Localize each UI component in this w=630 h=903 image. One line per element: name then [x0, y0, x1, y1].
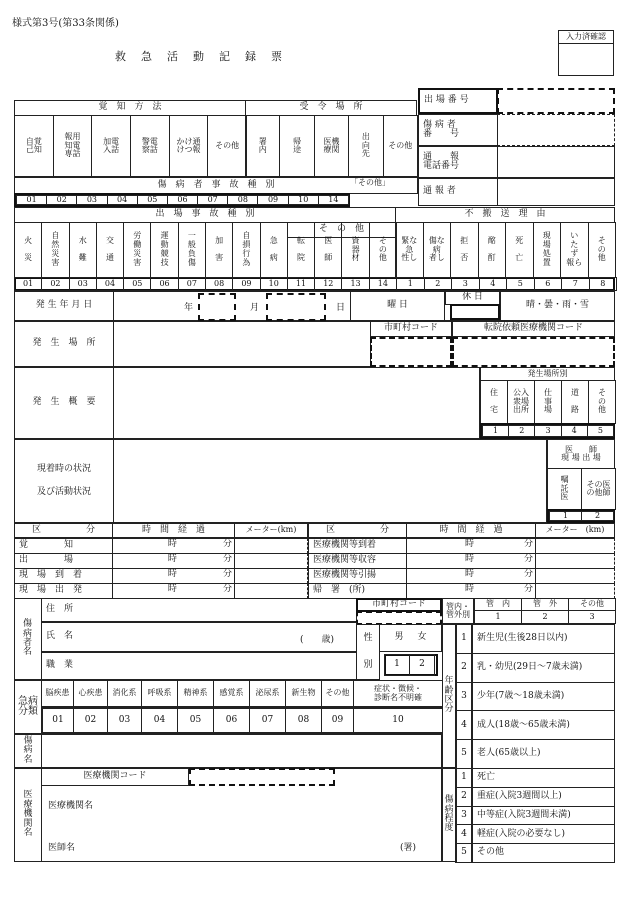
time-right-col-kubun: 区 分	[308, 523, 407, 538]
dispatch-code-18[interactable]: 4	[479, 277, 508, 291]
report-method-option-1[interactable]: 自覚 己知	[14, 115, 54, 177]
sex-male[interactable]: 男	[394, 632, 404, 643]
dispatch-type-option-13[interactable]: 資 器 材	[341, 222, 369, 278]
order-place-option-5[interactable]: その他	[383, 115, 418, 177]
reporter-phone-label: 通 報 電話番号	[418, 146, 498, 178]
time-right-minute-2: 分	[524, 554, 534, 564]
time-right-hour-4: 時	[465, 584, 475, 594]
sex-female[interactable]: 女	[417, 632, 427, 643]
holiday-label: 休 日	[445, 291, 500, 305]
severity-code-2[interactable]: 2	[455, 787, 473, 807]
time-right-hour-2: 時	[465, 554, 475, 564]
form-title: 救 急 活 動 記 録 票	[115, 50, 284, 63]
illness-code-2[interactable]: 02	[73, 707, 108, 734]
hospital-name-label: 医療機関名	[48, 801, 94, 811]
age-class-text-1: 新生児(生後28日以内)	[472, 624, 615, 654]
dispatch-code-16[interactable]: 2	[424, 277, 453, 291]
severity-text-1: 死亡	[472, 768, 615, 788]
illness-option-4[interactable]: 呼吸系	[141, 680, 178, 707]
dispatch-code-2[interactable]: 02	[41, 277, 69, 291]
sex-codes[interactable]	[384, 654, 438, 676]
dispatch-code-11[interactable]: 11	[287, 277, 315, 291]
reporter-phone-field[interactable]	[497, 146, 615, 178]
order-place-option-3[interactable]: 医機 療関	[314, 115, 349, 177]
jurisdiction-option-1[interactable]: 管 内	[474, 598, 522, 611]
month-box[interactable]	[266, 293, 326, 321]
time-right-time-1[interactable]	[406, 538, 536, 554]
weekday-label: 曜 日	[350, 291, 445, 321]
time-left-col-meter: メーター(km)	[234, 523, 308, 538]
time-left-time-3[interactable]	[112, 568, 235, 584]
time-right-time-4[interactable]	[406, 583, 536, 599]
time-left-hour-3: 時	[167, 569, 177, 579]
time-right-minute-3: 分	[524, 569, 534, 579]
day-label: 日	[336, 303, 346, 313]
time-left-time-4[interactable]	[112, 583, 235, 599]
other-note: 「その他」	[350, 178, 390, 187]
time-left-row-4: 現 場 出 発	[14, 583, 113, 599]
dispatch-type-option-8[interactable]: 加 害	[205, 222, 233, 278]
illness-code-1[interactable]: 01	[41, 707, 74, 734]
hospital-code-box[interactable]	[189, 768, 335, 786]
illness-option-8[interactable]: 新生物	[285, 680, 322, 707]
age-class-text-4: 成人(18歳～65歳未満)	[472, 710, 615, 740]
dispatch-type-option-2[interactable]: 自 然 災 害	[41, 222, 69, 278]
transfer-code-label: 転院依頼医療機関コード	[452, 321, 615, 337]
accident-type-code-1[interactable]: 01	[16, 195, 47, 205]
patient-name-label: 氏 名	[41, 622, 357, 652]
time-left-hour-2: 時	[167, 554, 177, 564]
reporter-label: 通 報 者	[418, 178, 498, 206]
weather[interactable]: 晴・曇・雨・雪	[500, 291, 615, 321]
illness-option-1[interactable]: 脳疾患	[41, 680, 74, 707]
jurisdiction-option-3[interactable]: その他	[568, 598, 616, 611]
accident-type-code-5[interactable]: 05	[137, 195, 168, 205]
time-right-hour-1: 時	[465, 539, 475, 549]
hospital-label: 医 療 機 関 名	[14, 768, 42, 862]
age-class-code-3[interactable]: 3	[455, 682, 473, 712]
place-type-code-3[interactable]: 3	[534, 425, 561, 437]
dispatch-code-19[interactable]: 5	[506, 277, 535, 291]
time-left-meter-4[interactable]	[234, 583, 308, 599]
jurisdiction-option-2[interactable]: 管 外	[521, 598, 569, 611]
doctor-name-label: 医師名	[48, 843, 76, 853]
age-class-code-4[interactable]: 4	[455, 710, 473, 740]
arrival-status-label	[14, 439, 114, 523]
doctor-dispatch-code-2[interactable]: 2	[581, 511, 614, 521]
severity-code-1[interactable]: 1	[455, 768, 473, 788]
place-type-option-2[interactable]: 公入 衆場 出所	[507, 380, 535, 424]
time-right-minute-1: 分	[524, 539, 534, 549]
age-class-code-1[interactable]: 1	[455, 624, 473, 654]
form-number: 様式第3号(第33条関係)	[12, 18, 119, 29]
time-table-left	[14, 523, 308, 598]
illness-code-9[interactable]: 09	[321, 707, 354, 734]
doctor-dispatch-row	[547, 468, 615, 510]
jurisdiction-row	[474, 598, 615, 624]
severity-code-3[interactable]: 3	[455, 806, 473, 826]
dispatch-code-20[interactable]: 6	[534, 277, 563, 291]
place-type-code-4[interactable]: 4	[561, 425, 588, 437]
report-method-option-4[interactable]: 警電 察話	[130, 115, 170, 177]
jurisdiction-code-2[interactable]: 2	[521, 610, 569, 624]
dispatch-type-option-1[interactable]: 火 災	[14, 222, 42, 278]
year-box[interactable]	[198, 293, 236, 321]
dispatch-number-field[interactable]	[497, 88, 615, 114]
time-right-minute-4: 分	[524, 584, 534, 594]
dispatch-number-label: 出 場 番 号	[418, 88, 498, 114]
arrival-status-line2: 及び活動状況	[36, 487, 91, 497]
holiday-box[interactable]	[450, 304, 500, 320]
patient-muni-code-box[interactable]	[356, 611, 442, 625]
accident-type-code-4[interactable]: 04	[107, 195, 138, 205]
illness-code-3[interactable]: 03	[107, 707, 142, 734]
order-place-option-4[interactable]: 出 向 先	[348, 115, 383, 177]
patient-muni-code-label: 市町村コード	[356, 598, 442, 612]
order-place-option-1[interactable]: 署 内	[245, 115, 280, 177]
dispatch-code-4[interactable]: 04	[96, 277, 124, 291]
place-type-codes[interactable]	[480, 423, 615, 439]
illness-code-8[interactable]: 08	[285, 707, 322, 734]
illness-code-4[interactable]: 04	[141, 707, 178, 734]
time-right-col-meter: メーター (km)	[535, 523, 615, 538]
illness-code-6[interactable]: 06	[213, 707, 250, 734]
time-right-meter-1[interactable]	[535, 538, 615, 554]
accident-type-code-9[interactable]: 09	[257, 195, 288, 205]
dispatch-type-option-5[interactable]: 労 働 災 害	[123, 222, 151, 278]
no-transport-option-2[interactable]: 傷な 病 者し	[423, 222, 452, 278]
time-right-time-2[interactable]	[406, 553, 536, 569]
illness-option-3[interactable]: 消化系	[107, 680, 142, 707]
dispatch-other-group: そ の 他	[287, 222, 396, 238]
occurrence-summary-field[interactable]	[113, 367, 480, 439]
time-right-hour-3: 時	[465, 569, 475, 579]
occurrence-place-field[interactable]	[113, 321, 371, 367]
dispatch-code-12[interactable]: 12	[314, 277, 342, 291]
illness-option-2[interactable]: 心疾患	[73, 680, 108, 707]
place-type-row	[480, 380, 615, 424]
time-right-meter-3[interactable]	[535, 568, 615, 584]
casualty-number-label: 傷 病 者 番 号	[418, 114, 498, 146]
no-transport-option-7[interactable]: い た ず 報ら	[560, 222, 589, 278]
accident-type-code-11[interactable]: 14	[318, 195, 349, 205]
time-left-row-3: 現 場 到 着	[14, 568, 113, 584]
time-right-meter-2[interactable]	[535, 553, 615, 569]
sex-label-2: 別	[363, 660, 373, 670]
illness-option-10[interactable]: 症状・徴候・ 診断名不明確	[353, 680, 443, 707]
jurisdiction-code-3[interactable]: 3	[568, 610, 616, 624]
time-table-right	[308, 523, 615, 598]
report-method-option-6[interactable]: その他	[207, 115, 247, 177]
dispatch-type-row	[14, 222, 396, 278]
age-class-label: 年 齢 区 分	[442, 624, 456, 768]
time-left-minute-2: 分	[223, 554, 233, 564]
age-class-text-2: 乳・幼児(29日～7歳未満)	[472, 653, 615, 683]
age-class-text-3: 少年(7歳～18歳未満)	[472, 682, 615, 712]
time-right-time-3[interactable]	[406, 568, 536, 584]
doctor-dispatch-title: 医 師 現 場 出 場	[547, 439, 615, 469]
illness-label: 急病 分類	[14, 680, 42, 734]
severity-text-4: 軽症(入院の必要なし)	[472, 824, 615, 844]
time-left-minute-4: 分	[223, 584, 233, 594]
jurisdiction-label: 管内・ 管外別	[442, 598, 474, 624]
age-class-code-5[interactable]: 5	[455, 739, 473, 769]
place-type-option-3[interactable]: 仕 事 場	[534, 380, 562, 424]
illness-option-5[interactable]: 精神系	[177, 680, 214, 707]
place-type-option-5[interactable]: そ の 他	[588, 380, 616, 424]
illness-option-7[interactable]: 泌尿系	[249, 680, 286, 707]
time-right-row-4: 帰 署 (所)	[308, 583, 407, 599]
accident-type-code-7[interactable]: 07	[197, 195, 228, 205]
dispatch-type-title: 出 場 事 故 種 別	[14, 207, 396, 223]
dispatch-code-5[interactable]: 05	[123, 277, 151, 291]
transfer-code-box[interactable]	[452, 337, 615, 367]
time-left-minute-3: 分	[223, 569, 233, 579]
report-method-row	[14, 115, 246, 177]
dispatch-code-9[interactable]: 09	[232, 277, 260, 291]
no-transport-title: 不 搬 送 理 由	[395, 207, 615, 223]
patient-occupation-label: 職 業	[41, 652, 357, 680]
input-confirm-box[interactable]	[558, 43, 614, 76]
dispatch-code-3[interactable]: 03	[69, 277, 97, 291]
dispatch-type-option-10[interactable]: 急 病	[260, 222, 288, 278]
severity-text-2: 重症(入院3週間以上)	[472, 787, 615, 807]
place-muni-code-label: 市町村コード	[370, 321, 452, 337]
dispatch-code-8[interactable]: 08	[205, 277, 233, 291]
place-type-option-4[interactable]: 道 路	[561, 380, 589, 424]
dispatch-type-option-4[interactable]: 交 通	[96, 222, 124, 278]
severity-text-5: その他	[472, 843, 615, 863]
casualty-number-field[interactable]	[497, 114, 615, 146]
occurrence-date-label: 発 生 年 月 日	[14, 291, 114, 321]
accident-type-code-8[interactable]: 08	[227, 195, 258, 205]
time-left-col-kubun: 区 分	[14, 523, 113, 538]
no-transport-option-8[interactable]: そ の 他	[588, 222, 617, 278]
time-left-hour-4: 時	[167, 584, 177, 594]
age-class-text-5: 老人(65歳以上)	[472, 739, 615, 769]
no-transport-option-6[interactable]: 現 場 処 置	[533, 222, 562, 278]
order-place-row	[245, 115, 417, 177]
dispatch-code-13[interactable]: 13	[341, 277, 369, 291]
report-method-option-5[interactable]: かけ通 けつ報	[169, 115, 209, 177]
accident-type-code-3[interactable]: 03	[76, 195, 107, 205]
illness-option-6[interactable]: 感覚系	[213, 680, 250, 707]
dispatch-codes[interactable]	[14, 277, 615, 291]
dispatch-type-option-7[interactable]: 一 般 負 傷	[178, 222, 206, 278]
report-method-option-2[interactable]: 報用 知電 専話	[53, 115, 93, 177]
time-right-row-1: 医療機関等到着	[308, 538, 407, 554]
severity-code-4[interactable]: 4	[455, 824, 473, 844]
severity-code-5[interactable]: 5	[455, 843, 473, 863]
dispatch-type-option-11[interactable]: 転 院	[287, 222, 315, 278]
dispatch-code-21[interactable]: 7	[561, 277, 590, 291]
accident-type-code-6[interactable]: 06	[167, 195, 198, 205]
time-left-hour-1: 時	[167, 539, 177, 549]
accident-type-title: 傷 病 者 事 故 種 別	[14, 177, 418, 194]
age-class-code-2[interactable]: 2	[455, 653, 473, 683]
no-transport-row	[395, 222, 615, 278]
doctor-dispatch-codes[interactable]	[547, 509, 615, 523]
dispatch-type-option-9[interactable]: 自 損 行 為	[232, 222, 260, 278]
doctor-dispatch-option-1[interactable]: 嘱 託 医	[547, 468, 582, 510]
dispatch-code-22[interactable]: 8	[589, 277, 618, 291]
illness-code-10[interactable]: 10	[353, 707, 443, 734]
place-type-code-5[interactable]: 5	[587, 425, 614, 437]
year-label: 年	[184, 303, 194, 313]
time-right-row-2: 医療機関等収容	[308, 553, 407, 569]
reporter-field[interactable]	[497, 178, 615, 206]
time-right-meter-4[interactable]	[535, 583, 615, 599]
disease-name-label: 傷 病 名	[14, 734, 42, 768]
arrival-status-field[interactable]	[113, 439, 547, 523]
hospital-code-label: 医療機関コード	[41, 768, 189, 786]
no-transport-option-4[interactable]: 酩 酊	[478, 222, 507, 278]
dispatch-type-option-14[interactable]: そ の 他	[369, 222, 397, 278]
dispatch-code-15[interactable]: 1	[396, 277, 425, 291]
time-left-meter-2[interactable]	[234, 553, 308, 569]
place-type-title: 発生場所別	[480, 367, 615, 381]
severity-label: 傷 病 程 度	[442, 768, 456, 862]
time-left-col-elapsed: 時 間 経 過	[112, 523, 235, 538]
accident-type-codes[interactable]	[14, 193, 350, 207]
patient-age-suffix: ( 歳)	[300, 635, 335, 645]
place-type-option-1[interactable]: 住 宅	[480, 380, 508, 424]
patient-address-label: 住 所	[41, 598, 357, 622]
occurrence-summary-label: 発 生 概 要	[14, 367, 114, 439]
sex-options	[379, 624, 442, 652]
time-left-time-1[interactable]	[112, 538, 235, 554]
place-type-code-2[interactable]: 2	[508, 425, 535, 437]
time-left-row-1: 覚 知	[14, 538, 113, 554]
age-class-list	[455, 624, 615, 768]
sex-label-1: 性	[363, 632, 373, 643]
illness-code-5[interactable]: 05	[177, 707, 214, 734]
place-muni-code-box[interactable]	[370, 337, 452, 367]
dispatch-code-1[interactable]: 01	[14, 277, 42, 291]
jurisdiction-code-1[interactable]: 1	[474, 610, 522, 624]
place-type-code-1[interactable]: 1	[482, 425, 509, 437]
sex-label	[356, 624, 380, 680]
arrival-status-line1: 現着時の状況	[36, 463, 91, 474]
sex-code-2[interactable]: 2	[409, 654, 435, 676]
time-left-row-2: 出 場	[14, 553, 113, 569]
dispatch-type-option-3[interactable]: 水 難	[69, 222, 97, 278]
disease-name-field[interactable]	[41, 734, 442, 768]
dispatch-type-option-6[interactable]: 運 動 競 技	[150, 222, 178, 278]
accident-type-code-10[interactable]: 10	[288, 195, 319, 205]
doctor-dispatch-option-2[interactable]: その医 の他師	[581, 468, 616, 510]
dispatch-code-6[interactable]: 06	[150, 277, 178, 291]
seal-mark: (署)	[400, 843, 417, 853]
time-right-col-elapsed: 時 間 経 過	[406, 523, 536, 538]
time-right-row-3: 医療機関等引揚	[308, 568, 407, 584]
no-transport-option-3[interactable]: 拒 否	[450, 222, 479, 278]
severity-text-3: 中等症(入院3週間未満)	[472, 806, 615, 826]
dispatch-code-17[interactable]: 3	[451, 277, 480, 291]
time-left-meter-1[interactable]	[234, 538, 308, 554]
dispatch-code-7[interactable]: 07	[178, 277, 206, 291]
illness-option-9[interactable]: その他	[321, 680, 354, 707]
illness-row	[41, 680, 442, 734]
input-confirm-label: 入力済確認	[558, 30, 614, 44]
order-place-title: 受 令 場 所	[245, 100, 417, 116]
severity-list	[455, 768, 615, 862]
month-label: 月	[250, 303, 260, 313]
illness-code-7[interactable]: 07	[249, 707, 286, 734]
accident-type-code-2[interactable]: 02	[46, 195, 77, 205]
sex-code-1[interactable]: 1	[384, 654, 410, 676]
time-left-meter-3[interactable]	[234, 568, 308, 584]
time-left-time-2[interactable]	[112, 553, 235, 569]
no-transport-option-5[interactable]: 死 亡	[505, 222, 534, 278]
dispatch-type-option-12[interactable]: 医 師	[314, 222, 342, 278]
report-method-option-3[interactable]: 加電 入話	[91, 115, 131, 177]
dispatch-code-10[interactable]: 10	[260, 277, 288, 291]
report-method-title: 覚 知 方 法	[14, 100, 246, 116]
occurrence-place-label: 発 生 場 所	[14, 321, 114, 367]
dispatch-code-14[interactable]: 14	[369, 277, 397, 291]
patient-group-label: 傷 病 者 名	[14, 598, 42, 680]
time-left-minute-1: 分	[223, 539, 233, 549]
doctor-dispatch-code-1[interactable]: 1	[549, 511, 582, 521]
order-place-option-2[interactable]: 帰 途	[279, 115, 314, 177]
no-transport-option-1[interactable]: 緊な 急 性し	[395, 222, 424, 278]
